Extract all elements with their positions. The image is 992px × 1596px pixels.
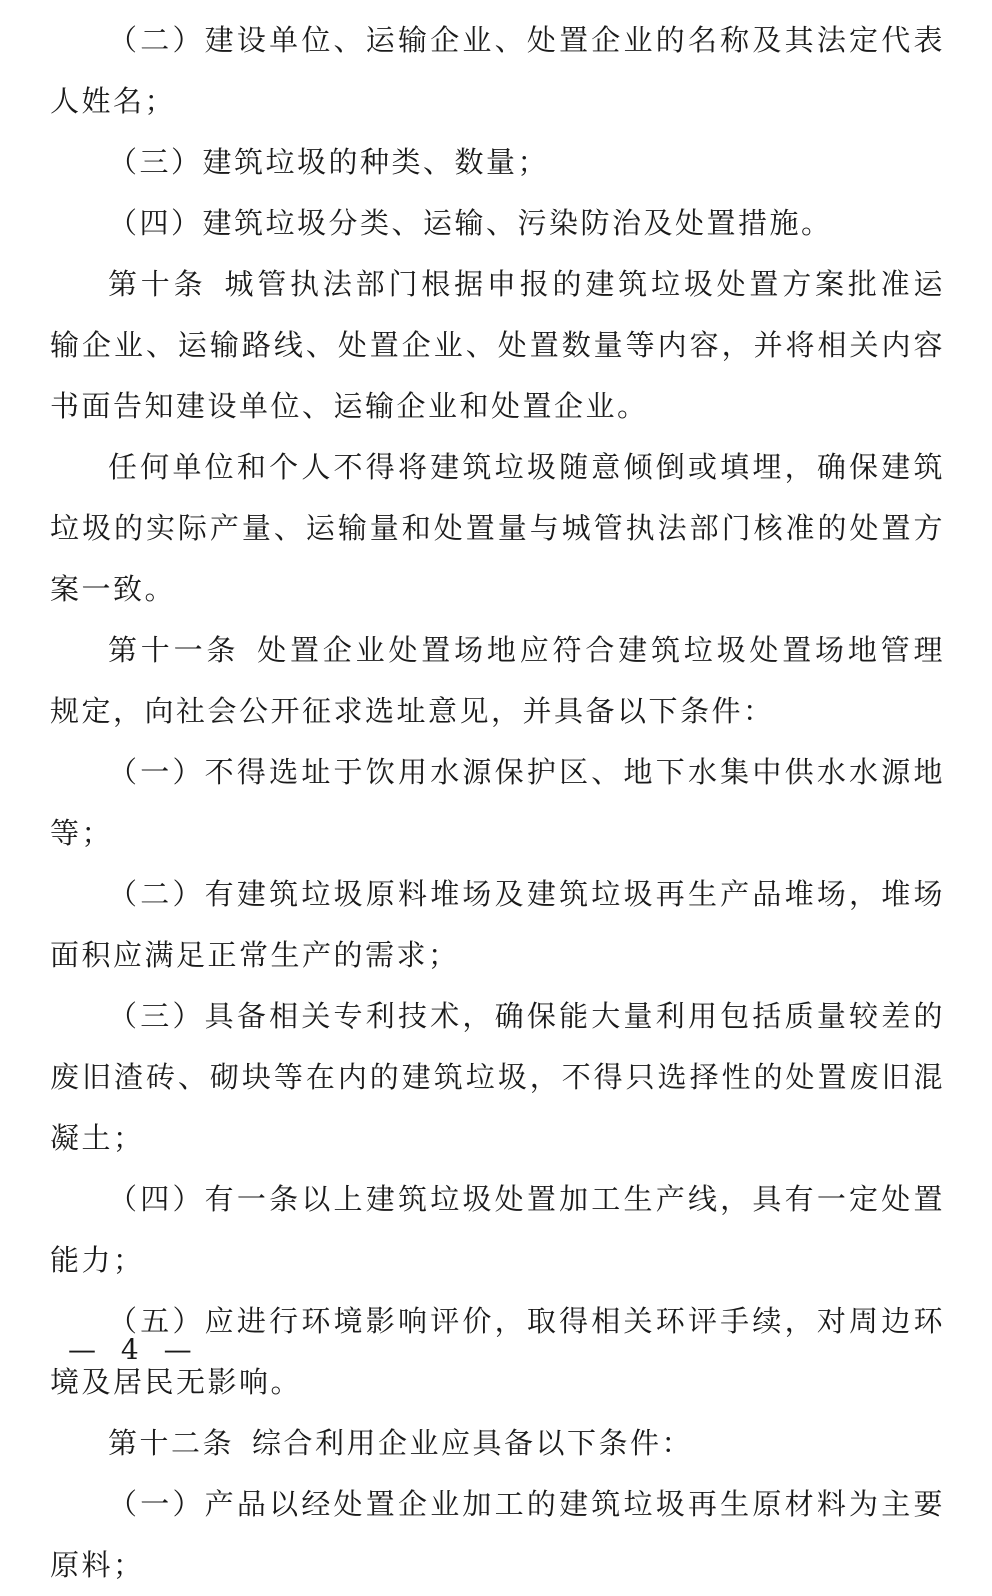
paragraph-text: （四）有一条以上建筑垃圾处置加工生产线，具有一定处置能力； <box>50 1182 945 1277</box>
paragraph-text: 任何单位和个人不得将建筑垃圾随意倾倒或填埋，确保建筑垃圾的实际产量、运输量和处置量与城管执法部门核准的处置方案一致。 <box>50 450 945 606</box>
paragraph-text: 综合利用企业应具备以下条件： <box>252 1426 694 1460</box>
paragraph-clause-4 <box>50 193 945 254</box>
paragraph-text: 城管执法部门根据申报的建筑垃圾处置方案批准运输企业、运输路线、处置企业、处置数量等内容，并将相关内容书面告知建设单位、运输企业和处置企业。 <box>50 267 945 423</box>
paragraph-clause-3 <box>50 132 945 193</box>
paragraph-text: （二）建设单位、运输企业、处置企业的名称及其法定代表人姓名； <box>50 23 945 118</box>
article-number: 第十条 <box>108 267 207 301</box>
paragraph-text: （二）有建筑垃圾原料堆场及建筑垃圾再生产品堆场，堆场面积应满足正常生产的需求； <box>50 877 945 972</box>
paragraph-text: （五）应进行环境影响评价，取得相关环评手续，对周边环境及居民无影响。 <box>50 1304 945 1399</box>
paragraph-text: （四）建筑垃圾分类、运输、污染防治及处置措施。 <box>108 206 833 240</box>
paragraph-condition-1 <box>50 742 945 864</box>
paragraph-article-10-continued <box>50 437 945 620</box>
article-number: 第十一条 <box>108 633 240 667</box>
paragraph-clause-2 <box>50 10 945 132</box>
paragraph-article-12-condition-1 <box>50 1474 945 1596</box>
paragraph-condition-2 <box>50 864 945 986</box>
paragraph-text: 处置企业处置场地应符合建筑垃圾处置场地管理规定，向社会公开征求选址意见，并具备以下条件： <box>50 633 945 728</box>
paragraph-text: （三）建筑垃圾的种类、数量； <box>108 145 550 179</box>
paragraph-article-11 <box>50 620 945 742</box>
paragraph-text: （三）具备相关专利技术，确保能大量利用包括质量较差的废旧渣砖、砌块等在内的建筑垃圾，不得只选择性的处置废旧混凝土； <box>50 999 945 1155</box>
page-number: — 4 — <box>68 1333 200 1366</box>
paragraph-article-12 <box>50 1413 945 1474</box>
paragraph-text: （一）产品以经处置企业加工的建筑垃圾再生原材料为主要原料； <box>50 1487 945 1582</box>
paragraph-condition-3 <box>50 986 945 1169</box>
paragraph-text: （一）不得选址于饮用水源保护区、地下水集中供水水源地等； <box>50 755 945 850</box>
paragraph-condition-4 <box>50 1169 945 1291</box>
paragraph-article-10 <box>50 254 945 437</box>
article-number: 第十二条 <box>108 1426 235 1460</box>
